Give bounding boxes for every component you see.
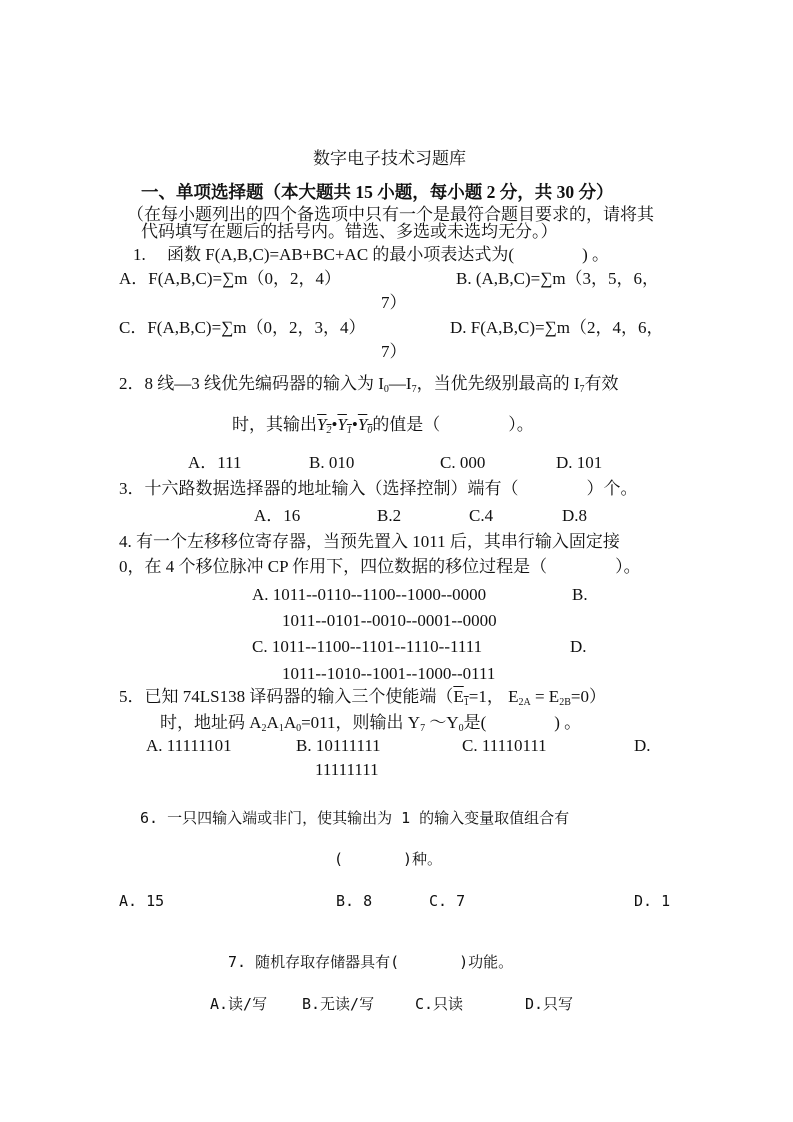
q5-stem-line1: 5．已知 74LS138 译码器的输入三个使能端（$E_1=1$， $E_{2A} = E_{2B}=0$） [119,687,606,708]
q1-option-b: B. (A,B,C)=∑m（3，5，6， [456,269,660,288]
y2-bar: $Y_2$ [317,415,332,436]
section-note-line1: （在每小题列出的四个备选项中只有一个是最符合题目要求的，请将其 [127,205,654,224]
q5-stem-line2: 时，地址码 $A_2A_1A_0=011$，则输出 $Y_7$ $\sim Y_0$是( ) 。 [160,713,582,734]
q7-option-d: D.只写 [525,995,574,1013]
q1-option-d-cont: 7） [381,342,407,361]
q3-option-c: C.4 [469,506,494,525]
q1-option-b-cont: 7） [381,293,407,312]
y0-bar: $Y_0$ [357,415,373,436]
q4-stem-line2: 0，在 4 个移位脉冲 CP 作用下，四位数据的移位过程是（ ）。 [119,557,641,576]
q4-option-b-cont: 1011--0101--0010--0001--0000 [282,611,497,630]
q2-stem-line1: 2．8 线—3 线优先编码器的输入为 $I_0—I_7$，当优先级别最高的 $I_7$有效 [119,374,619,395]
y1-bar: $Y_1$ [337,415,352,436]
q6-stem: 6. 一只四输入端或非门，使其输出为 1 的输入变量取值组合有 [140,809,570,827]
q4-stem-line1: 4. 有一个左移移位寄存器，当预先置入 1011 后，其串行输入固定接 [119,532,620,551]
q2-option-b: B. 010 [309,453,355,472]
q1-option-d: D. F(A,B,C)=∑m（2，4，6， [450,318,664,337]
q7-option-a: A.读/写 [210,995,268,1013]
q3-option-b: B.2 [377,506,402,525]
q5-option-d: D. [634,736,651,755]
q7-stem: 7. 随机存取存储器具有( )功能。 [228,953,514,971]
q7-option-b: B.无读/写 [302,995,375,1013]
q6-option-d: D. 1 [634,892,671,910]
q4-option-c: C. 1011--1100--1101--1110--1111 [252,637,483,656]
q4-option-b: B. [572,585,588,604]
q1-option-a: A．F(A,B,C)=∑m（0，2，4） [119,269,341,288]
q2-option-c: C. 000 [440,453,486,472]
q1-option-c: C．F(A,B,C)=∑m（0，2，3，4） [119,318,366,337]
q2-option-a: A．111 [188,453,242,472]
q6-option-b: B. 8 [336,892,373,910]
q4-option-d: D. [570,637,587,656]
q4-option-a: A. 1011--0110--1100--1000--0000 [252,585,487,604]
q5-option-a: A. 11111101 [146,736,232,755]
q2-stem-line2: 时，其输出$Y_2•Y_1•Y_0$的值是（ ）。 [232,415,534,436]
q7-option-c: C.只读 [415,995,464,1013]
q1-stem: 1. 函数 F(A,B,C)=AB+BC+AC 的最小项表达式为( ) 。 [133,245,609,264]
q5-option-c: C. 11110111 [462,736,547,755]
q4-option-d-cont: 1011--1010--1001--1000--0111 [282,664,496,683]
q2-option-d: D. 101 [556,453,603,472]
section-note-line2: 代码填写在题后的括号内。错选、多选或未选均无分。） [141,222,558,241]
q6-blank: ( )种。 [334,850,443,868]
section-heading: 一、单项选择题（本大题共 15 小题，每小题 2 分，共 30 分） [141,182,614,202]
e1-bar: $E_1$ [453,687,469,708]
page-title: 数字电子技术习题库 [313,149,466,168]
q6-option-c: C. 7 [429,892,466,910]
q3-option-d: D.8 [562,506,588,525]
q3-option-a: A．16 [254,506,301,525]
q6-option-a: A. 15 [119,892,165,910]
q5-option-d-cont: 11111111 [315,760,379,779]
q5-option-b: B. 10111111 [296,736,381,755]
q3-stem: 3．十六路数据选择器的地址输入（选择控制）端有（ ）个。 [119,479,638,498]
